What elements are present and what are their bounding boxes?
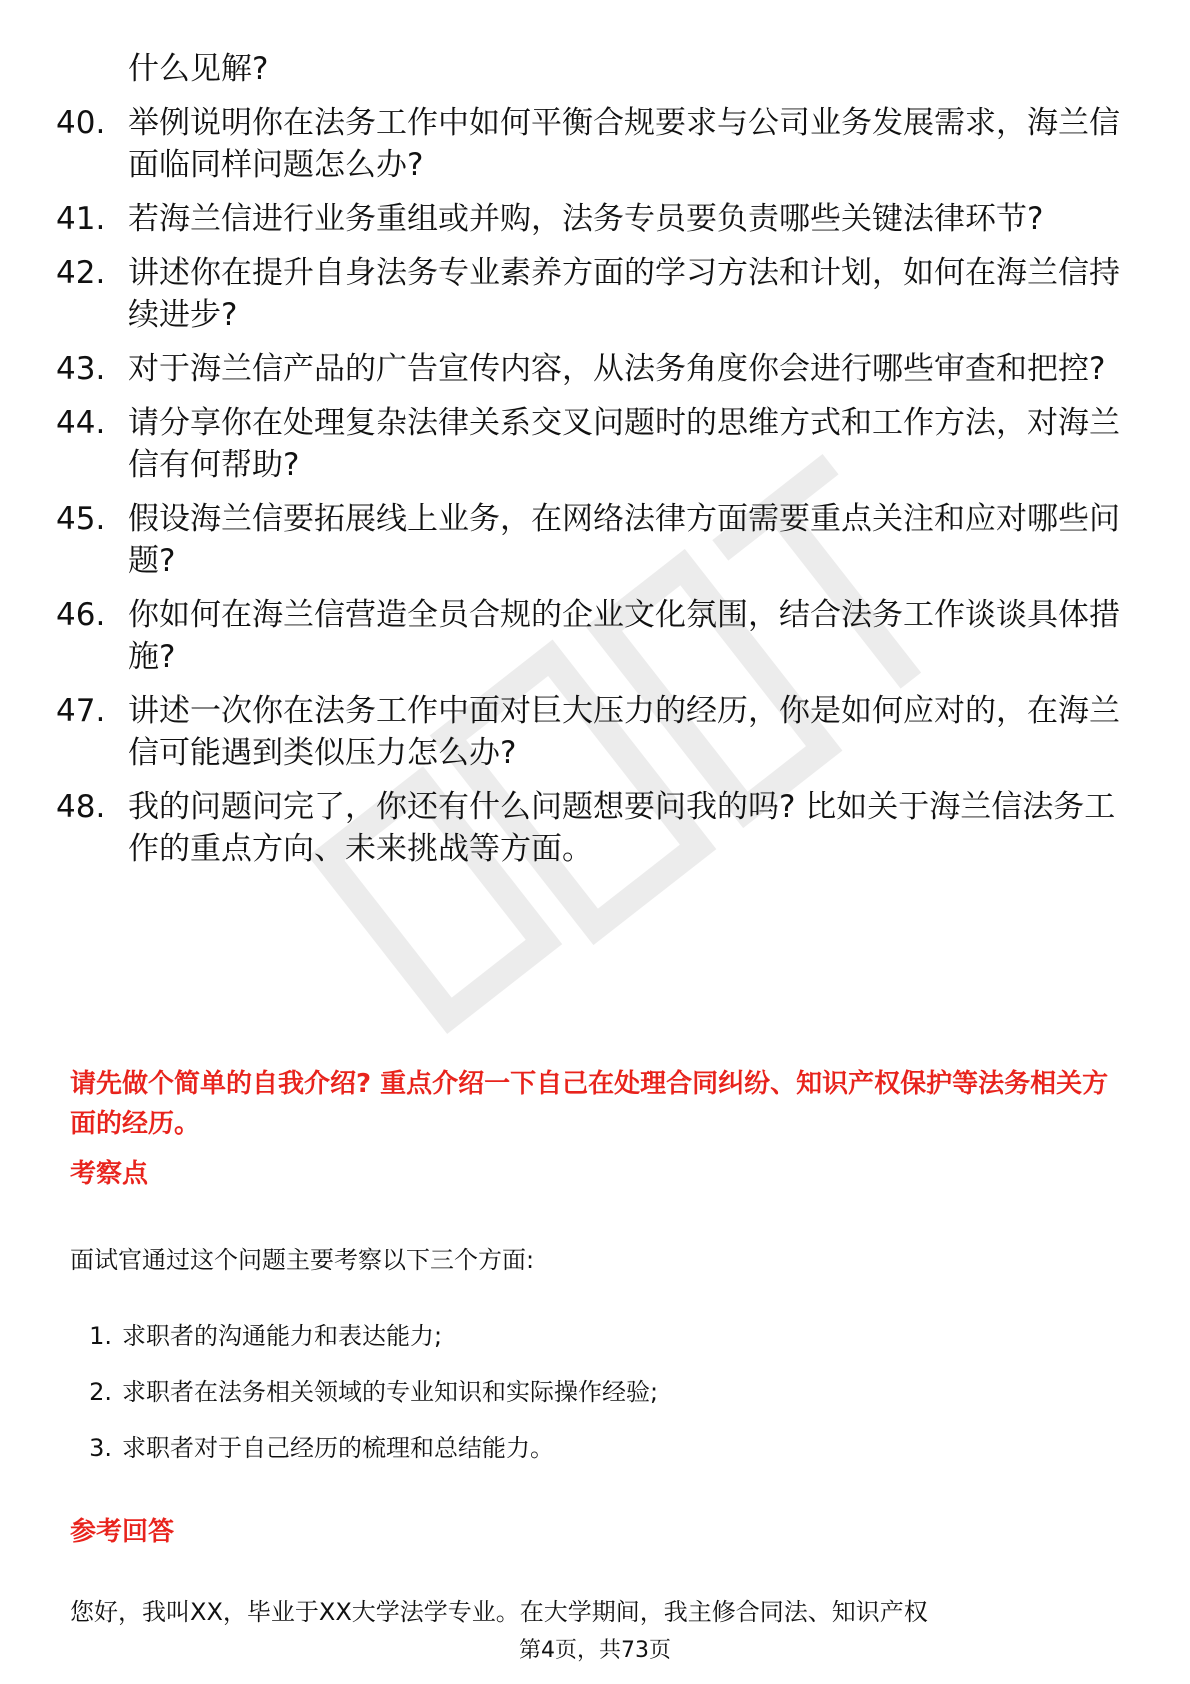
question-number: 41. xyxy=(56,201,106,237)
point-text: 求职者对于自己经历的梳理和总结能力。 xyxy=(122,1434,554,1462)
question-number: 47. xyxy=(56,693,106,729)
question-text: 对于海兰信产品的广告宣传内容，从法务角度你会进行哪些审查和把控? xyxy=(128,351,1106,387)
list-item xyxy=(56,348,1136,390)
list-item xyxy=(56,198,1136,240)
list-item xyxy=(56,498,1136,582)
question-text: 讲述一次你在法务工作中面对巨大压力的经历，你是如何应对的，在海兰信可能遇到类似压力怎么办? xyxy=(128,693,1120,771)
question-number: 45. xyxy=(56,501,106,537)
question-number: 46. xyxy=(56,597,106,633)
list-item xyxy=(70,1374,1130,1410)
question-text: 举例说明你在法务工作中如何平衡合规要求与公司业务发展需求，海兰信面临同样问题怎么办? xyxy=(128,105,1120,183)
assessment-intro: 面试官通过这个问题主要考察以下三个方面: xyxy=(70,1246,535,1274)
question-number: 40. xyxy=(56,105,106,141)
list-item xyxy=(56,690,1136,774)
list-item xyxy=(56,252,1136,336)
question-text: 请分享你在处理复杂法律关系交叉问题时的思维方式和工作方法，对海兰信有何帮助? xyxy=(128,405,1120,483)
question-number: 48. xyxy=(56,789,106,825)
question-number: 44. xyxy=(56,405,106,441)
reference-answer: 您好，我叫XX，毕业于XX大学法学专业。在大学期间，我主修合同法、知识产权 xyxy=(70,1598,928,1626)
list-item xyxy=(56,102,1136,186)
point-number: 1. xyxy=(89,1322,112,1350)
list-item xyxy=(56,594,1136,678)
reference-section xyxy=(70,1514,1130,1630)
question-text: 若海兰信进行业务重组或并购，法务专员要负责哪些关键法律环节? xyxy=(128,201,1044,237)
featured-question-section xyxy=(70,1064,1130,1144)
question-number: 42. xyxy=(56,255,106,291)
reference-heading: 参考回答 xyxy=(70,1517,175,1547)
list-item xyxy=(56,786,1136,870)
question-text: 我的问题问完了，你还有什么问题想要问我的吗? 比如关于海兰信法务工作的重点方向、未来挑战等方面。 xyxy=(128,789,1116,867)
question-continuation: 什么见解? xyxy=(128,51,269,87)
assessment-heading: 考察点 xyxy=(70,1159,149,1189)
point-number: 2. xyxy=(89,1378,112,1406)
assessment-section xyxy=(70,1156,1130,1486)
list-item xyxy=(70,1318,1130,1354)
question-text: 讲述你在提升自身法务专业素养方面的学习方法和计划，如何在海兰信持续进步? xyxy=(128,255,1120,333)
page-footer: 第4页，共73页 xyxy=(519,1638,671,1663)
list-item xyxy=(56,402,1136,486)
point-number: 3. xyxy=(89,1434,112,1462)
point-text: 求职者在法务相关领域的专业知识和实际操作经验; xyxy=(122,1378,659,1406)
featured-question: 请先做个简单的自我介绍? 重点介绍一下自己在处理合同纠纷、知识产权保护等法务相关方面的经历。 xyxy=(70,1069,1109,1139)
assessment-points xyxy=(70,1318,1130,1466)
question-list xyxy=(56,48,1136,882)
question-number: 43. xyxy=(56,351,106,387)
list-item xyxy=(70,1430,1130,1466)
question-text: 你如何在海兰信营造全员合规的企业文化氛围，结合法务工作谈谈具体措施? xyxy=(128,597,1120,675)
point-text: 求职者的沟通能力和表达能力; xyxy=(122,1322,443,1350)
question-text: 假设海兰信要拓展线上业务，在网络法律方面需要重点关注和应对哪些问题? xyxy=(128,501,1120,579)
